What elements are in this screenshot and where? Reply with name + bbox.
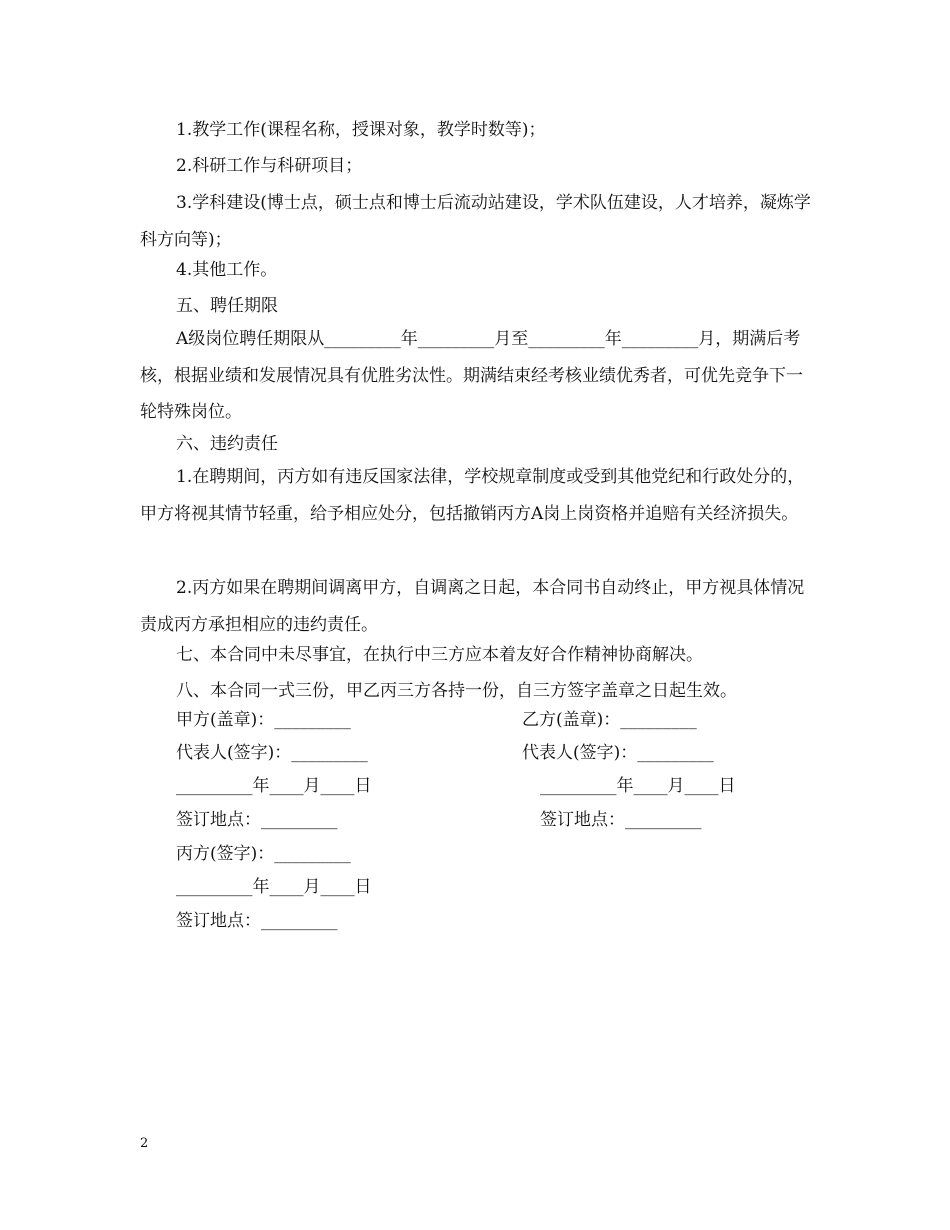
paragraph-transfer-clause: 2.丙方如果在聘期间调离甲方，自调离之日起，本合同书自动终止，甲方视具体情况责成丙方承担相应的违约责任。 <box>140 578 805 635</box>
party-a-date-line: _________年____月____日 <box>176 776 372 796</box>
party-c-sign-line: 丙方(签字)：_________ <box>176 844 351 864</box>
section-heading-liability: 六、违约责任 <box>176 434 278 454</box>
party-a-seal-line: 甲方(盖章)：_________ <box>176 710 351 730</box>
party-a-place-line: 签订地点：_________ <box>176 810 338 830</box>
party-a-representative-line: 代表人(签字)：_________ <box>176 743 368 763</box>
paragraph-research-work: 2.科研工作与科研项目； <box>176 156 363 176</box>
party-b-seal-line: 乙方(盖章)：_________ <box>522 710 697 730</box>
paragraph-other-work: 4.其他工作。 <box>176 260 278 280</box>
paragraph-violation-clause: 1.在聘期间，丙方如有违反国家法律，学校规章制度或受到其他党纪和行政处分的，甲方将视其情节轻重，给予相应处分，包括撤销丙方A岗上岗资格并追赔有关经济损失。 <box>140 467 805 524</box>
section-heading-term: 五、聘任期限 <box>176 296 278 316</box>
paragraph-discipline-building: 3.学科建设(博士点，硕士点和博士后流动站建设，学术队伍建设，人才培养，凝炼学科方向等)； <box>140 193 811 250</box>
paragraph-copies-effective: 八、本合同一式三份，甲乙丙三方各持一份，自三方签字盖章之日起生效。 <box>176 681 737 701</box>
party-b-representative-line: 代表人(签字)：_________ <box>522 743 714 763</box>
paragraph-teaching-work: 1.教学工作(课程名称，授课对象，教学时数等)； <box>176 120 546 140</box>
party-c-date-line: _________年____月____日 <box>176 877 372 897</box>
party-b-date-line: _________年____月____日 <box>540 776 736 796</box>
page-number: 2 <box>140 1136 149 1151</box>
party-c-place-line: 签订地点：_________ <box>176 911 338 931</box>
paragraph-term-of-appointment: A级岗位聘任期限从_________年_________月至_________年_________月，期满后考核，根据业绩和发展情况具有优胜劣汰性。期满结束经考核业绩优秀者，可优先竞争下一轮特殊岗位。 <box>140 329 803 422</box>
party-b-place-line: 签订地点：_________ <box>540 810 702 830</box>
paragraph-unresolved-matters: 七、本合同中未尽事宜，在执行中三方应本着友好合作精神协商解决。 <box>176 645 703 665</box>
